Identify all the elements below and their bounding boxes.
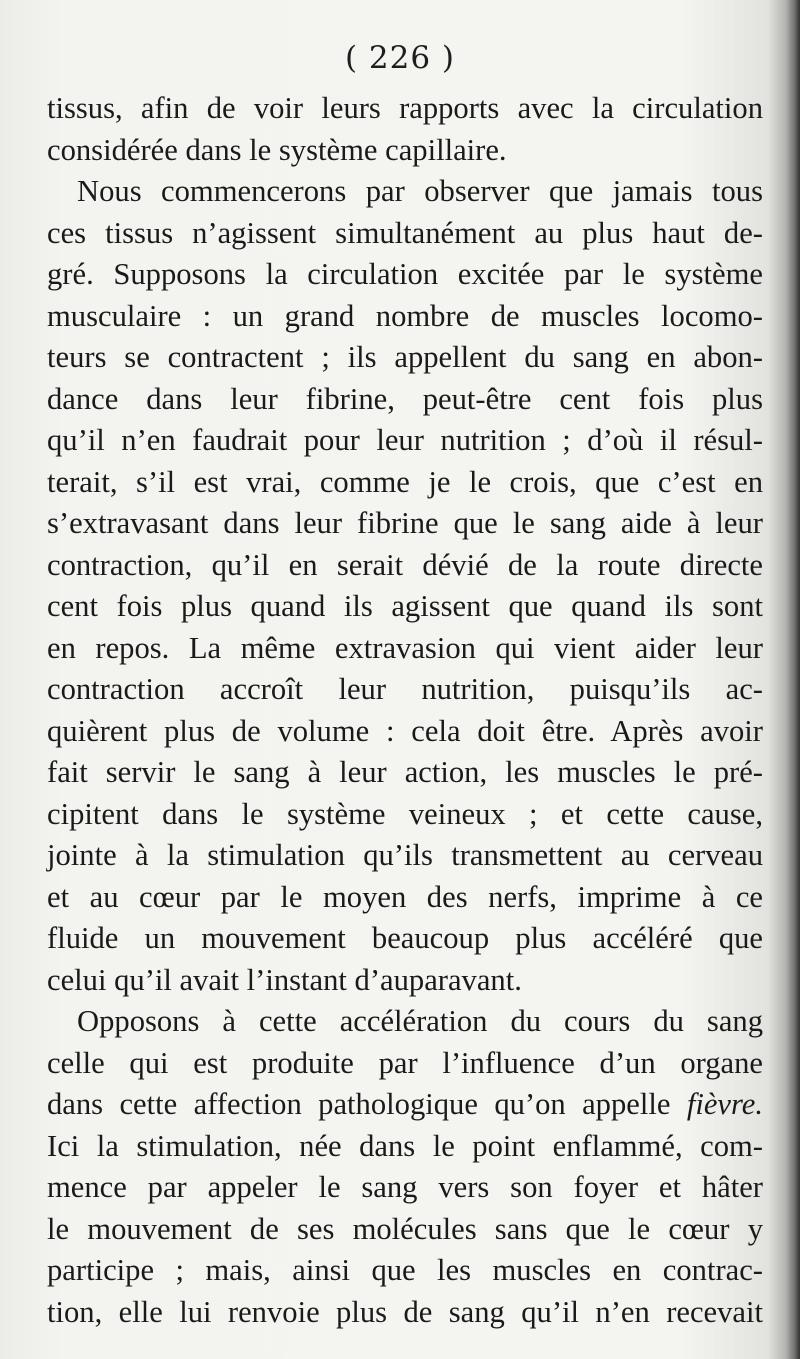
text-line: Nous commencerons par observer que jamais tous (77, 174, 763, 208)
text-line: tissus, afin de voir leurs rapports avec la circulation (47, 91, 763, 125)
text-line: Opposons à cette accélération du cours du sang (77, 1004, 763, 1038)
text-line: cipitent dans le système veineux ; et cette cause, (47, 796, 763, 831)
italic-word: fièvre. (686, 1087, 763, 1121)
text-line: fait servir le sang à leur action, les muscles le pré- (47, 755, 763, 789)
text-line: teurs se contractent ; ils appellent du sang en abon- (47, 340, 763, 374)
text-line: en repos. La même extravasion qui vient aider leur (47, 630, 763, 665)
text-line: celui qu’il avait l’instant d’auparavant. (47, 962, 522, 997)
text-line: dans cette affection pathologique qu’on appelle fièvre. (47, 1087, 763, 1121)
text-line: s’extravasant dans leur fibrine que le sang aide à leur (47, 506, 763, 540)
text-line: mence par appeler le sang vers son foyer et hâter (47, 1170, 763, 1204)
text-line: terait, s’il est vrai, comme je le crois, que c’est en (47, 464, 763, 499)
page-edge-shadow (786, 0, 800, 1359)
text-line: tion, elle lui renvoie plus de sang qu’il n’en recevait (47, 1294, 763, 1329)
page-number: ( 226 ) (344, 40, 456, 76)
text-line: participe ; mais, ainsi que les muscles en contrac- (47, 1253, 763, 1287)
text-line: fluide un mouvement beaucoup plus accéléré que (47, 921, 763, 955)
text-line: ces tissus n’agissent simultanément au plus haut de- (47, 215, 763, 250)
text-line: Ici la stimulation, née dans le point enflammé, com- (47, 1128, 763, 1163)
text-line: gré. Supposons la circulation excitée par le système (47, 257, 763, 291)
text-line: quièrent plus de volume : cela doit être. Après avoir (47, 713, 763, 748)
text-line: considérée dans le système capillaire. (47, 132, 507, 167)
text-line: qu’il n’en faudrait pour leur nutrition ; d’où il résul- (47, 423, 763, 457)
text-line: celle qui est produite par l’influence d’un organe (47, 1045, 763, 1080)
text-line: jointe à la stimulation qu’ils transmettent au cerveau (47, 838, 763, 872)
text-line: et au cœur par le moyen des nerfs, imprime à ce (47, 879, 763, 914)
text-line: musculaire : un grand nombre de muscles locomo- (47, 298, 763, 333)
text-line: contraction, qu’il en serait dévié de la route directe (47, 547, 763, 582)
text-line: contraction accroît leur nutrition, puisqu’ils ac- (47, 672, 763, 706)
text-line: dance dans leur fibrine, peut-être cent fois plus (47, 381, 763, 416)
text-line: le mouvement de ses molécules sans que le cœur y (47, 1211, 763, 1246)
text-line: cent fois plus quand ils agissent que quand ils sont (47, 589, 763, 623)
body-text (47, 88, 763, 1333)
